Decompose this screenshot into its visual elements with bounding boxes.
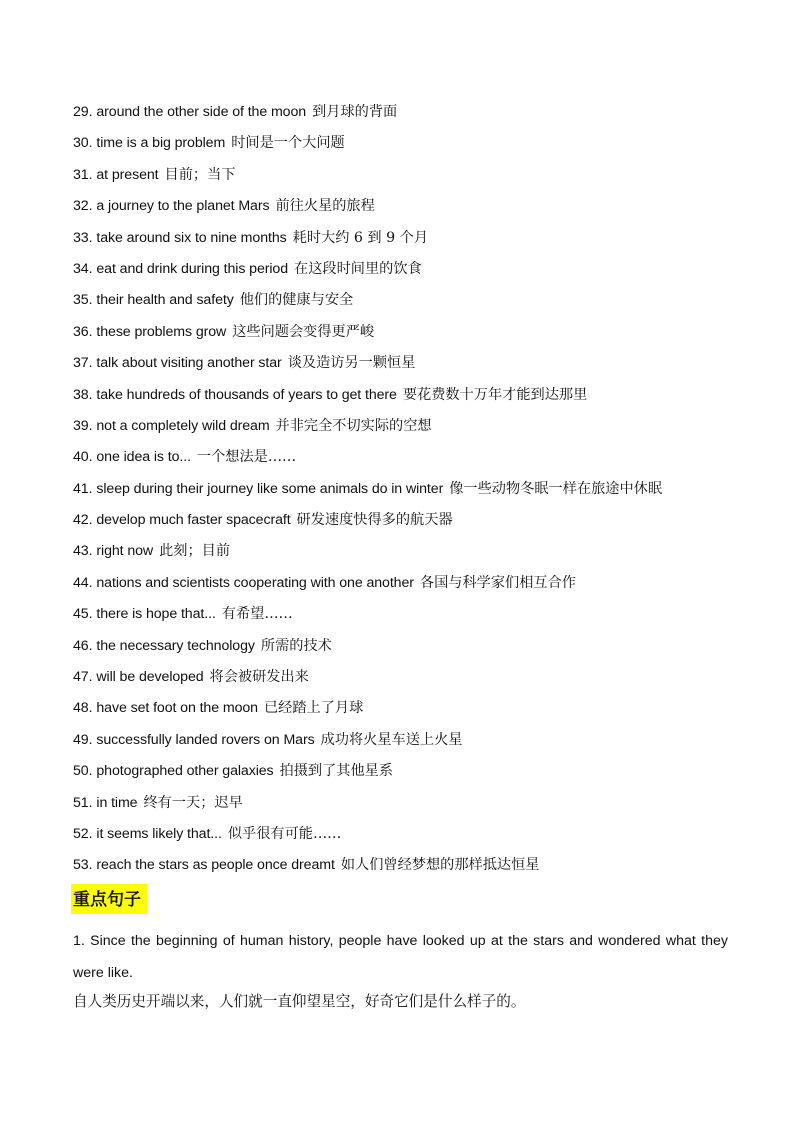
phrase-number: 39. [73, 417, 93, 434]
phrase-item [73, 539, 753, 570]
phrase-english: it seems likely that... [96, 825, 222, 842]
phrase-item [73, 351, 753, 382]
phrase-chinese: 到月球的背面 [312, 104, 398, 120]
phrase-chinese: 这些问题会变得更严峻 [232, 323, 375, 340]
phrase-number: 35. [73, 292, 93, 309]
phrase-english: not a completely wild dream [96, 417, 270, 434]
phrase-item [73, 665, 753, 696]
phrase-chinese: 耗时大约 6 到 9 个月 [292, 229, 429, 246]
phrase-english: sleep during their journey like some animals do in winter [96, 480, 444, 497]
phrase-chinese: 一个想法是…… [196, 449, 297, 466]
phrase-item [73, 696, 753, 727]
phrase-chinese: 谈及造访另一颗恒星 [287, 355, 416, 372]
phrase-chinese: 此刻；目前 [159, 543, 231, 560]
phrase-english: in time [96, 794, 138, 811]
phrase-chinese: 像一些动物冬眠一样在旅途中休眠 [449, 480, 663, 497]
key-sentence-english: 1. Since the beginning of human history, people have looked up at the stars and wondered what they were like. [73, 933, 728, 981]
phrase-english: develop much faster spacecraft [96, 512, 291, 529]
key-sentences-heading: 重点句子 [71, 884, 147, 914]
phrase-english: successfully landed rovers on Mars [96, 731, 315, 748]
phrase-chinese: 并非完全不切实际的空想 [275, 417, 432, 434]
phrase-item [73, 477, 753, 508]
phrase-item [73, 571, 753, 602]
phrase-number: 34. [73, 260, 93, 277]
phrase-number: 38. [73, 386, 93, 403]
phrase-chinese: 将会被研发出来 [209, 669, 309, 686]
phrase-number: 49. [73, 731, 93, 748]
phrase-item [73, 383, 753, 414]
phrase-number: 40. [73, 449, 93, 466]
phrase-item [73, 602, 753, 633]
phrase-english: take hundreds of thousands of years to get there [96, 386, 397, 403]
phrase-english: their health and safety [96, 292, 234, 309]
phrase-item [73, 414, 753, 445]
phrase-number: 52. [73, 825, 93, 842]
phrase-item [73, 634, 753, 665]
phrase-number: 44. [73, 574, 93, 591]
phrase-chinese: 似乎很有可能…… [227, 825, 342, 842]
phrase-chinese: 已经踏上了月球 [263, 700, 364, 717]
phrase-english: nations and scientists cooperating with one another [96, 574, 414, 591]
phrase-english: the necessary technology [96, 637, 255, 654]
phrase-chinese: 目前；当下 [164, 166, 236, 183]
phrase-item [73, 822, 753, 853]
key-sentence-chinese: 自人类历史开端以来，人们就一直仰望星空，好奇它们是什么样子的。 [73, 993, 526, 1010]
phrase-item [73, 194, 753, 225]
phrase-chinese: 终有一天；迟早 [143, 794, 243, 811]
phrase-item [73, 728, 753, 759]
phrase-number: 41. [73, 480, 93, 497]
phrase-number: 31. [73, 166, 93, 183]
phrase-english: will be developed [96, 669, 204, 686]
phrase-chinese: 如人们曾经梦想的那样抵达恒星 [340, 857, 540, 874]
phrase-list [73, 100, 753, 885]
phrase-english: take around six to nine months [96, 229, 287, 246]
phrase-chinese: 要花费数十万年才能到达那里 [402, 386, 588, 403]
phrase-english: reach the stars as people once dreamt [96, 857, 335, 874]
phrase-english: talk about visiting another star [96, 355, 282, 372]
phrase-chinese: 各国与科学家们相互合作 [419, 574, 576, 591]
phrase-english: at present [96, 166, 159, 183]
phrase-item [73, 320, 753, 351]
phrase-number: 43. [73, 543, 93, 560]
phrase-number: 32. [73, 198, 93, 215]
phrase-english: there is hope that... [96, 606, 216, 623]
phrase-item [73, 445, 753, 476]
phrase-number: 29. [73, 104, 93, 120]
phrase-number: 46. [73, 637, 93, 654]
phrase-english: eat and drink during this period [96, 260, 288, 277]
phrase-item [73, 131, 753, 162]
phrase-english: these problems grow [96, 323, 227, 340]
phrase-number: 37. [73, 355, 93, 372]
phrase-number: 30. [73, 135, 93, 152]
phrase-english: a journey to the planet Mars [96, 198, 270, 215]
phrase-item [73, 791, 753, 822]
phrase-english: photographed other galaxies [96, 763, 274, 780]
phrase-english: one idea is to... [96, 449, 191, 466]
phrase-chinese: 前往火星的旅程 [275, 198, 375, 215]
phrase-english: right now [96, 543, 154, 560]
phrase-number: 50. [73, 763, 93, 780]
phrase-chinese: 成功将火星车送上火星 [320, 731, 463, 748]
phrase-number: 53. [73, 857, 93, 874]
phrase-item [73, 759, 753, 790]
phrase-chinese: 有希望…… [221, 606, 293, 623]
phrase-number: 51. [73, 794, 93, 811]
phrase-item [73, 257, 753, 288]
phrase-english: time is a big problem [96, 135, 226, 152]
phrase-chinese: 研发速度快得多的航天器 [296, 512, 453, 529]
phrase-chinese: 在这段时间里的饮食 [294, 260, 422, 277]
phrase-chinese: 所需的技术 [260, 637, 332, 654]
phrase-number: 42. [73, 512, 93, 529]
phrase-english: around the other side of the moon [96, 104, 307, 120]
phrase-number: 47. [73, 669, 93, 686]
phrase-chinese: 他们的健康与安全 [239, 292, 354, 309]
phrase-chinese: 时间是一个大问题 [231, 135, 345, 152]
phrase-item [73, 508, 753, 539]
phrase-item [73, 226, 753, 257]
phrase-english: have set foot on the moon [96, 700, 258, 717]
phrase-chinese: 拍摄到了其他星系 [279, 763, 394, 780]
phrase-number: 33. [73, 229, 93, 246]
phrase-item [73, 163, 753, 194]
phrase-item [73, 853, 753, 884]
phrase-number: 48. [73, 700, 93, 717]
phrase-item [73, 288, 753, 319]
phrase-number: 45. [73, 606, 93, 623]
phrase-number: 36. [73, 323, 93, 340]
phrase-item [73, 100, 753, 131]
